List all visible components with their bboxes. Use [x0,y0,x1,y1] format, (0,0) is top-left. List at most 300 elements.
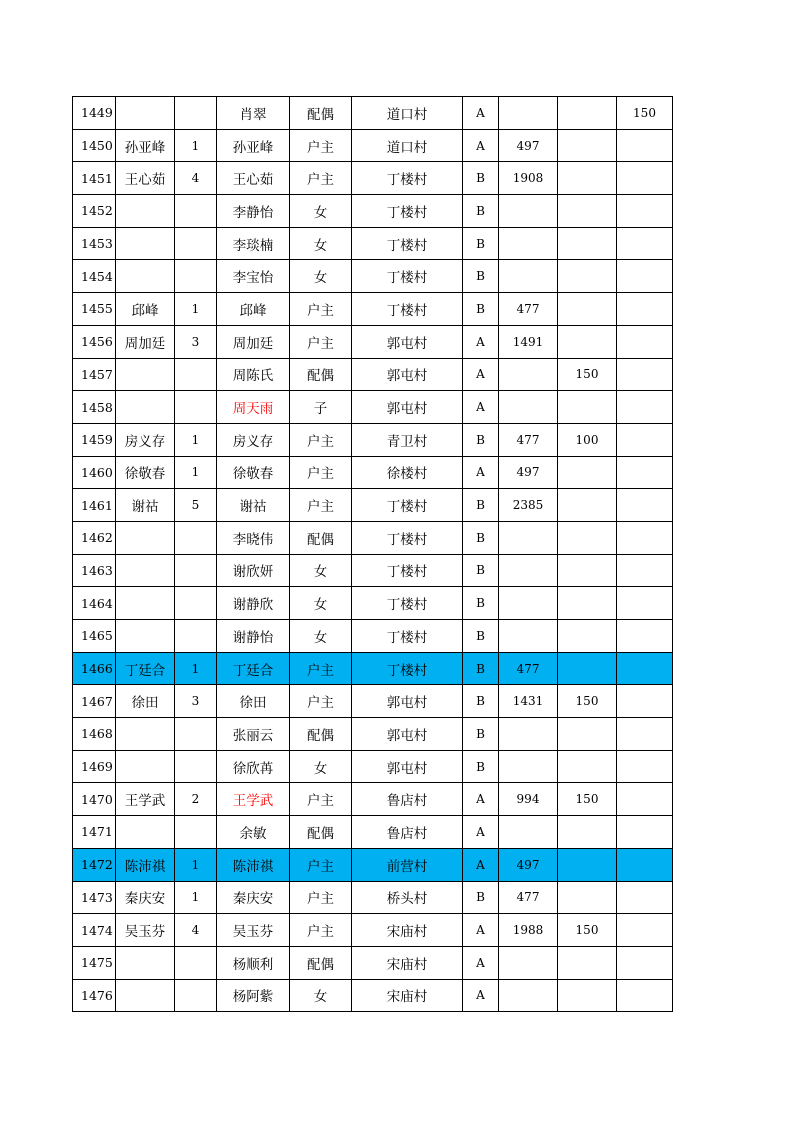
village-cell: 鲁店村 [352,783,463,816]
row-number-cell: 1451 [73,162,116,195]
extra-amount-cell [558,162,617,195]
table-row [73,456,673,489]
household-head-cell: 周加廷 [116,325,175,358]
household-head-cell [116,521,175,554]
member-name-cell: 李静怡 [217,195,290,228]
table-row [73,358,673,391]
relation-cell: 女 [290,979,352,1012]
member-name-cell: 房义存 [217,423,290,456]
row-number-cell: 1450 [73,129,116,162]
household-head-cell [116,195,175,228]
household-head-cell [116,260,175,293]
household-count-cell [175,946,217,979]
household-count-cell [175,97,217,130]
table-row [73,162,673,195]
row-number-cell: 1463 [73,554,116,587]
amount-cell [499,718,558,751]
extra-amount-cell [558,521,617,554]
table-row [73,489,673,522]
village-cell: 徐楼村 [352,456,463,489]
class-cell: A [463,358,499,391]
household-count-cell: 3 [175,685,217,718]
household-count-cell: 1 [175,652,217,685]
table-row [73,97,673,130]
table-row [73,423,673,456]
last-amount-cell [617,423,673,456]
last-amount-cell [617,587,673,620]
household-count-cell [175,227,217,260]
table-row [73,391,673,424]
village-cell: 丁楼村 [352,227,463,260]
member-name-cell: 杨顺利 [217,946,290,979]
table-row [73,750,673,783]
class-cell: B [463,162,499,195]
relation-cell: 女 [290,195,352,228]
member-name-cell: 徐田 [217,685,290,718]
last-amount-cell [617,652,673,685]
member-name-cell: 李宝怡 [217,260,290,293]
household-count-cell [175,358,217,391]
member-name-cell: 吴玉芬 [217,914,290,947]
amount-cell: 1988 [499,914,558,947]
amount-cell [499,195,558,228]
relation-cell: 户主 [290,293,352,326]
household-head-cell: 吴玉芬 [116,914,175,947]
member-name-cell: 李晓伟 [217,521,290,554]
last-amount-cell [617,979,673,1012]
last-amount-cell [617,914,673,947]
household-table [72,96,673,1012]
row-number-cell: 1461 [73,489,116,522]
household-count-cell: 5 [175,489,217,522]
extra-amount-cell [558,227,617,260]
relation-cell: 户主 [290,652,352,685]
amount-cell [499,521,558,554]
household-count-cell: 1 [175,423,217,456]
extra-amount-cell [558,620,617,653]
row-number-cell: 1449 [73,97,116,130]
extra-amount-cell [558,97,617,130]
household-head-cell [116,358,175,391]
class-cell: B [463,718,499,751]
row-number-cell: 1462 [73,521,116,554]
village-cell: 丁楼村 [352,521,463,554]
class-cell: B [463,685,499,718]
last-amount-cell [617,325,673,358]
last-amount-cell [617,391,673,424]
village-cell: 丁楼村 [352,162,463,195]
table-row [73,718,673,751]
member-name-cell: 张丽云 [217,718,290,751]
relation-cell: 户主 [290,325,352,358]
table-row [73,195,673,228]
last-amount-cell [617,881,673,914]
class-cell: A [463,129,499,162]
member-name-cell: 王心茹 [217,162,290,195]
village-cell: 宋庙村 [352,914,463,947]
relation-cell: 户主 [290,685,352,718]
last-amount-cell: 150 [617,97,673,130]
member-name-cell: 谢静欣 [217,587,290,620]
extra-amount-cell [558,750,617,783]
class-cell: A [463,325,499,358]
class-cell: B [463,227,499,260]
relation-cell: 户主 [290,914,352,947]
table-row [73,979,673,1012]
relation-cell: 户主 [290,489,352,522]
member-name-cell: 李琰楠 [217,227,290,260]
member-name-cell: 周加廷 [217,325,290,358]
household-head-cell [116,227,175,260]
amount-cell: 497 [499,456,558,489]
row-number-cell: 1473 [73,881,116,914]
last-amount-cell [617,750,673,783]
class-cell: A [463,783,499,816]
row-number-cell: 1475 [73,946,116,979]
member-name-cell: 周天雨 [217,391,290,424]
relation-cell: 户主 [290,423,352,456]
household-count-cell: 3 [175,325,217,358]
household-count-cell [175,816,217,849]
amount-cell [499,554,558,587]
amount-cell [499,620,558,653]
extra-amount-cell [558,946,617,979]
member-name-cell: 丁廷合 [217,652,290,685]
village-cell: 青卫村 [352,423,463,456]
household-head-cell: 陈沛祺 [116,848,175,881]
class-cell: A [463,391,499,424]
table-row [73,521,673,554]
member-name-cell: 周陈氏 [217,358,290,391]
amount-cell: 477 [499,423,558,456]
household-head-cell: 房义存 [116,423,175,456]
amount-cell [499,979,558,1012]
extra-amount-cell: 100 [558,423,617,456]
household-head-cell [116,718,175,751]
last-amount-cell [617,358,673,391]
class-cell: B [463,293,499,326]
household-head-cell: 孙亚峰 [116,129,175,162]
table-row [73,227,673,260]
member-name-cell: 杨阿紫 [217,979,290,1012]
household-count-cell [175,587,217,620]
member-name-cell: 孙亚峰 [217,129,290,162]
village-cell: 郭屯村 [352,685,463,718]
household-head-cell [116,97,175,130]
village-cell: 丁楼村 [352,554,463,587]
relation-cell: 配偶 [290,358,352,391]
household-head-cell [116,750,175,783]
household-count-cell [175,391,217,424]
extra-amount-cell [558,718,617,751]
row-number-cell: 1459 [73,423,116,456]
member-name-cell: 谢静怡 [217,620,290,653]
extra-amount-cell [558,391,617,424]
relation-cell: 户主 [290,783,352,816]
class-cell: B [463,620,499,653]
household-head-cell [116,816,175,849]
member-name-cell: 谢祜 [217,489,290,522]
extra-amount-cell [558,587,617,620]
class-cell: A [463,914,499,947]
class-cell: B [463,521,499,554]
village-cell: 宋庙村 [352,946,463,979]
amount-cell: 497 [499,129,558,162]
household-count-cell [175,554,217,587]
relation-cell: 女 [290,554,352,587]
table-row [73,260,673,293]
row-number-cell: 1474 [73,914,116,947]
data-sheet [72,96,673,1012]
row-number-cell: 1472 [73,848,116,881]
amount-cell: 477 [499,881,558,914]
relation-cell: 户主 [290,881,352,914]
amount-cell [499,391,558,424]
relation-cell: 女 [290,620,352,653]
amount-cell [499,587,558,620]
table-row [73,881,673,914]
extra-amount-cell: 150 [558,783,617,816]
row-number-cell: 1453 [73,227,116,260]
class-cell: A [463,979,499,1012]
household-head-cell: 谢祜 [116,489,175,522]
table-row [73,620,673,653]
amount-cell: 2385 [499,489,558,522]
last-amount-cell [617,489,673,522]
table-row [73,129,673,162]
member-name-cell: 陈沛祺 [217,848,290,881]
extra-amount-cell [558,456,617,489]
last-amount-cell [617,260,673,293]
household-count-cell [175,718,217,751]
class-cell: B [463,423,499,456]
table-row [73,816,673,849]
village-cell: 宋庙村 [352,979,463,1012]
household-head-cell: 邱峰 [116,293,175,326]
amount-cell: 477 [499,293,558,326]
extra-amount-cell [558,848,617,881]
member-name-cell: 谢欣妍 [217,554,290,587]
table-row [73,848,673,881]
row-number-cell: 1469 [73,750,116,783]
relation-cell: 子 [290,391,352,424]
relation-cell: 女 [290,260,352,293]
row-number-cell: 1456 [73,325,116,358]
last-amount-cell [617,620,673,653]
member-name-cell: 邱峰 [217,293,290,326]
village-cell: 丁楼村 [352,195,463,228]
household-head-cell: 秦庆安 [116,881,175,914]
class-cell: B [463,750,499,783]
class-cell: A [463,816,499,849]
village-cell: 郭屯村 [352,325,463,358]
household-head-cell: 王学武 [116,783,175,816]
household-head-cell [116,554,175,587]
class-cell: A [463,97,499,130]
village-cell: 丁楼村 [352,260,463,293]
relation-cell: 配偶 [290,521,352,554]
class-cell: B [463,489,499,522]
household-head-cell: 王心茹 [116,162,175,195]
row-number-cell: 1466 [73,652,116,685]
extra-amount-cell: 150 [558,685,617,718]
last-amount-cell [617,816,673,849]
relation-cell: 女 [290,227,352,260]
table-row [73,554,673,587]
extra-amount-cell [558,195,617,228]
last-amount-cell [617,293,673,326]
extra-amount-cell [558,325,617,358]
relation-cell: 配偶 [290,946,352,979]
table-row [73,914,673,947]
amount-cell: 1908 [499,162,558,195]
household-head-cell: 丁廷合 [116,652,175,685]
extra-amount-cell: 150 [558,914,617,947]
household-count-cell: 1 [175,129,217,162]
class-cell: B [463,260,499,293]
last-amount-cell [617,521,673,554]
last-amount-cell [617,946,673,979]
household-count-cell [175,195,217,228]
amount-cell [499,816,558,849]
row-number-cell: 1457 [73,358,116,391]
amount-cell [499,227,558,260]
village-cell: 丁楼村 [352,489,463,522]
extra-amount-cell: 150 [558,358,617,391]
amount-cell [499,260,558,293]
relation-cell: 户主 [290,162,352,195]
member-name-cell: 王学武 [217,783,290,816]
household-head-cell [116,620,175,653]
household-count-cell: 1 [175,848,217,881]
last-amount-cell [617,129,673,162]
relation-cell: 户主 [290,456,352,489]
relation-cell: 配偶 [290,97,352,130]
household-head-cell [116,946,175,979]
village-cell: 前营村 [352,848,463,881]
table-body [73,97,673,1012]
amount-cell: 1491 [499,325,558,358]
row-number-cell: 1470 [73,783,116,816]
member-name-cell: 肖翠 [217,97,290,130]
table-row [73,946,673,979]
row-number-cell: 1465 [73,620,116,653]
table-row [73,587,673,620]
last-amount-cell [617,195,673,228]
row-number-cell: 1460 [73,456,116,489]
last-amount-cell [617,456,673,489]
extra-amount-cell [558,816,617,849]
village-cell: 丁楼村 [352,587,463,620]
village-cell: 丁楼村 [352,620,463,653]
extra-amount-cell [558,652,617,685]
row-number-cell: 1468 [73,718,116,751]
amount-cell: 477 [499,652,558,685]
amount-cell: 994 [499,783,558,816]
table-row [73,325,673,358]
table-row [73,783,673,816]
last-amount-cell [617,718,673,751]
amount-cell [499,946,558,979]
household-head-cell: 徐敬春 [116,456,175,489]
class-cell: A [463,946,499,979]
village-cell: 道口村 [352,97,463,130]
village-cell: 丁楼村 [352,293,463,326]
member-name-cell: 徐敬春 [217,456,290,489]
row-number-cell: 1471 [73,816,116,849]
amount-cell [499,97,558,130]
household-head-cell [116,979,175,1012]
village-cell: 郭屯村 [352,391,463,424]
row-number-cell: 1476 [73,979,116,1012]
household-count-cell [175,620,217,653]
member-name-cell: 秦庆安 [217,881,290,914]
household-count-cell: 2 [175,783,217,816]
amount-cell [499,750,558,783]
extra-amount-cell [558,129,617,162]
class-cell: B [463,195,499,228]
extra-amount-cell [558,554,617,587]
row-number-cell: 1454 [73,260,116,293]
village-cell: 丁楼村 [352,652,463,685]
village-cell: 道口村 [352,129,463,162]
relation-cell: 配偶 [290,718,352,751]
extra-amount-cell [558,489,617,522]
household-count-cell [175,750,217,783]
relation-cell: 女 [290,587,352,620]
table-row [73,652,673,685]
village-cell: 郭屯村 [352,750,463,783]
household-head-cell: 徐田 [116,685,175,718]
village-cell: 郭屯村 [352,358,463,391]
household-count-cell: 1 [175,881,217,914]
amount-cell: 1431 [499,685,558,718]
household-head-cell [116,587,175,620]
relation-cell: 户主 [290,848,352,881]
row-number-cell: 1455 [73,293,116,326]
table-row [73,293,673,326]
last-amount-cell [617,554,673,587]
table-row [73,685,673,718]
extra-amount-cell [558,260,617,293]
extra-amount-cell [558,293,617,326]
row-number-cell: 1464 [73,587,116,620]
relation-cell: 配偶 [290,816,352,849]
row-number-cell: 1467 [73,685,116,718]
village-cell: 郭屯村 [352,718,463,751]
household-count-cell [175,260,217,293]
relation-cell: 女 [290,750,352,783]
household-count-cell: 1 [175,456,217,489]
member-name-cell: 徐欣苒 [217,750,290,783]
last-amount-cell [617,848,673,881]
last-amount-cell [617,783,673,816]
row-number-cell: 1452 [73,195,116,228]
class-cell: B [463,554,499,587]
household-count-cell [175,521,217,554]
household-count-cell: 1 [175,293,217,326]
relation-cell: 户主 [290,129,352,162]
amount-cell: 497 [499,848,558,881]
household-count-cell: 4 [175,914,217,947]
extra-amount-cell [558,979,617,1012]
household-count-cell: 4 [175,162,217,195]
village-cell: 鲁店村 [352,816,463,849]
extra-amount-cell [558,881,617,914]
member-name-cell: 余敏 [217,816,290,849]
household-head-cell [116,391,175,424]
class-cell: B [463,881,499,914]
